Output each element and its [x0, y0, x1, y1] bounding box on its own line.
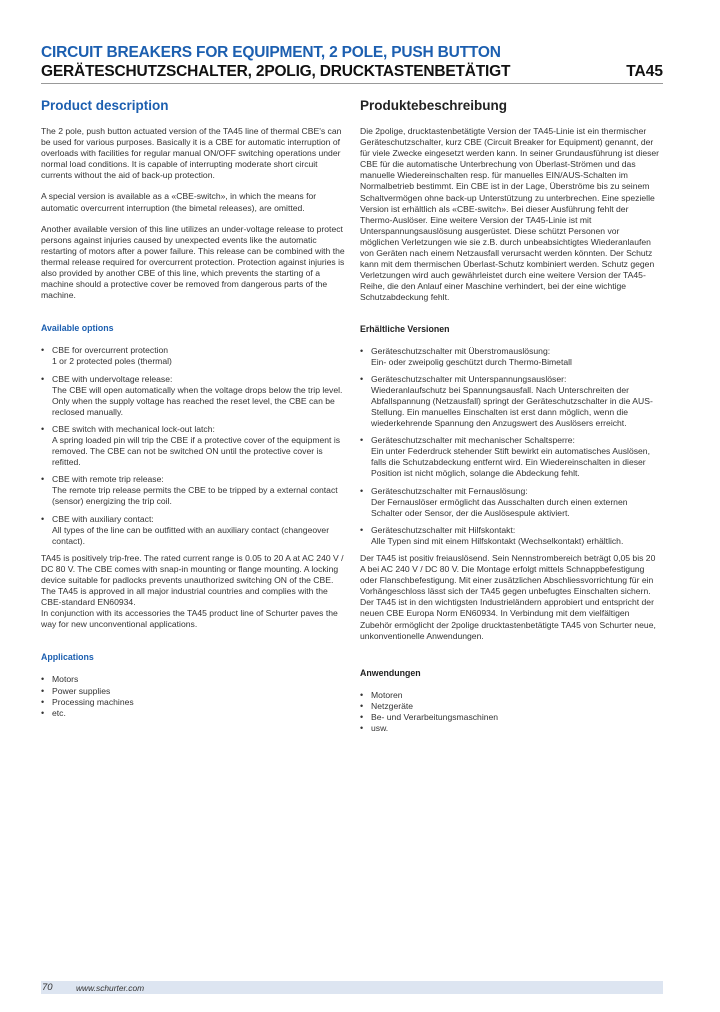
- product-description-heading: Product description: [41, 98, 169, 113]
- list-item: • CBE switch with mechanical lock-out latch: A spring loaded pin will trip the CBE if a protective cover of the equipment is removed. The CBE can not be switched ON until the protective cover is refitted.: [41, 424, 346, 468]
- title-german: GERÄTESCHUTZSCHALTER, 2POLIG, DRUCKTASTENBETÄTIGT: [41, 63, 511, 80]
- list-item: • Geräteschutzschalter mit Hilfskontakt: Alle Typen sind mit einem Hilfskontakt (Wechselkontakt) erhältlich.: [360, 525, 660, 547]
- list-item: • usw.: [360, 723, 660, 734]
- closing-paragraph: Der TA45 ist positiv freiauslösend. Sein Nennstrombereich beträgt 0,05 bis 20 A bei AC 240 V / DC 80 V. Die Montage erfolgt mittels Schnappbefestigung oder Flanschbefestigung. Mit einer zusätzlichen Abschliessvorrichtung für ein Vorhängeschloss lässt sich der TA45 gegen unbefugtes Einschalten sichern. Der TA45 ist in den wichtigsten Industrieländern approbiert und entspricht der neuen CBE Europa Norm EN60934. In Verbindung mit dem vielfältigen Zubehör ermöglicht der 2polige drucktastenbetätigte TA45 von Schurter neue, unkonventionelle Anwendungen.: [360, 553, 656, 641]
- list-item: • Geräteschutzschalter mit mechanischer Schaltsperre: Ein unter Federdruck stehender Stift bewirkt ein automatisches Auslösen, falls die Schutzabdeckung entfernt wird. Ein Wiedereinschalten in dieser Position ist nicht möglich, solange die Abdeckung fehlt.: [360, 435, 660, 479]
- closing-paragraph: TA45 is positively trip-free. The rated current range is 0.05 to 20 A at AC 240 V / DC 80 V. The CBE comes with snap-in mounting or flange mounting. A locking device suitable for padlocks prevents unauthorized switching ON of the CBE. The TA45 is approved in all major industrial countries and complies with the CBE-standard EN60934.: [41, 552, 344, 608]
- title-german-row: [41, 62, 663, 81]
- options-heading: Erhältliche Versionen: [360, 323, 450, 334]
- list-item: • etc.: [41, 708, 346, 719]
- intro-paragraph: Die 2polige, drucktastenbetätigte Version der TA45-Linie ist ein thermischer Geräteschutzschalter, kurz CBE (Circuit Breaker for Equipment) genannt, der für viele Zwecke eingesetzt werden kann. In seiner Grundausführung ist dieser CBE für die automatische Unterbrechung von Überlast-Strömen und das manuelle Wiedereinschalten resp. für manuelles EIN/AUS-Schalten im Normalbetrieb bestimmt. Ein CBE ist in der Lage, Überströme bis zu seinem Schaltvermögen ohne back-up Unterstützung zu unterbrechen. Eine spezielle Version ist erhältlich als «CBE-switch». Bei dieser Ausführung fehlt der Thermo-Auslöser. Eine weitere Version der TA45-Linie ist mit Unterspannungsauslösung ausgerüstet. Diese schützt Personen vor möglichen Verletzungen wie sie z.B. durch unbeabsichtigtes Wiederanlaufen von Geräten nach einem Netzausfall verursacht werden könnten. Der Schutz kann mit dem thermischen Überlast-Schutz kombiniert werden. Schutz gegen Verletzungen wird auch gewährleistet durch eine weitere Version der TA45-Reihe, die den Anlauf einer Maschine verhindert, bei der eine wichtige Schutzabdeckung fehlt.: [360, 126, 660, 303]
- list-item: • Motoren: [360, 690, 660, 701]
- list-item: • CBE with auxiliary contact: All types of the line can be outfitted with an auxiliary contact (changeover contact).: [41, 514, 346, 547]
- page-number: 70: [42, 982, 53, 993]
- produktebeschreibung-heading: Produktebeschreibung: [360, 98, 508, 113]
- list-item: • Netzgeräte: [360, 701, 660, 712]
- intro-paragraph: Another available version of this line utilizes an under-voltage release to protect persons against injuries caused by unexpected events like the automatic restarting of motors after a power failure. This release can be combined with the thermal release required for overcurrent protection. Protection against injuries is also provided by another CBE of this line, which prevents the starting of a machine should a protective cover be removed from dangerous parts of the machine.: [41, 223, 345, 301]
- list-item: • CBE with undervoltage release: The CBE will open automatically when the voltage drops below the trip level. Only when the supply voltage has reached the reset level, the CBE can be reclosed manually.: [41, 374, 346, 418]
- footer-url-link[interactable]: www.schurter.com: [76, 983, 145, 993]
- applications-heading: Applications: [41, 652, 94, 663]
- applications-list: [41, 674, 346, 718]
- german-column: [360, 98, 660, 734]
- applications-heading: Anwendungen: [360, 667, 421, 678]
- product-code: TA45: [626, 63, 663, 80]
- list-item: • CBE for overcurrent protection 1 or 2 protected poles (thermal): [41, 345, 346, 367]
- options-heading: Available options: [41, 323, 114, 334]
- intro-paragraph: The 2 pole, push button actuated version of the TA45 line of thermal CBE's can be used for various purposes. Basically it is a CBE for automatic interruption of overloads with facilities for regular manual ON/OFF switching operations under normal load conditions. It is capable of interrupting moderate short circuit currents without the aid of back-up protection.: [41, 126, 342, 181]
- list-item: • CBE with remote trip release: The remote trip release permits the CBE to be tripped by a external contact (sensor) energizing the trip coil.: [41, 474, 346, 507]
- closing-paragraph: In conjunction with its accessories the TA45 product line of Schurter paves the way for new unconventional applications.: [41, 608, 338, 630]
- applications-list: [360, 690, 660, 734]
- list-item: • Geräteschutzschalter mit Fernauslösung: Der Fernauslöser ermöglicht das Ausschalten durch einen externen Schalter oder Sensor, der die Auslösespule aktiviert.: [360, 486, 660, 519]
- list-item: • Geräteschutzschalter mit Unterspannungsauslöser: Wiederanlaufschutz bei Spannungsausfall. Nach Unterschreiten der Abfallspannung (Netzausfall) springt der Geräteschutzschalter in die AUS-Stellung. Ein manuelles Einschalten ist erst dann möglich, wenn die wiederkehrende Spannung den Anzugswert des Auslösers erreicht.: [360, 374, 660, 429]
- list-item: • Be- und Verarbeitungsmaschinen: [360, 712, 660, 723]
- list-item: • Motors: [41, 674, 346, 685]
- header-divider: [41, 83, 663, 84]
- list-item: • Power supplies: [41, 686, 346, 697]
- list-item: • Processing machines: [41, 697, 346, 708]
- english-column: [41, 98, 346, 719]
- intro-paragraph: A special version is available as a «CBE-switch», in which the means for automatic overcurrent interruption (the bimetal releases), are omitted.: [41, 191, 317, 213]
- options-list: [41, 345, 346, 547]
- list-item: • Geräteschutzschalter mit Überstromauslösung: Ein- oder zweipolig geschützt durch Thermo-Bimetall: [360, 346, 660, 368]
- title-english: CIRCUIT BREAKERS FOR EQUIPMENT, 2 POLE, PUSH BUTTON: [41, 44, 501, 61]
- page-header: [41, 44, 663, 81]
- options-list: [360, 346, 660, 548]
